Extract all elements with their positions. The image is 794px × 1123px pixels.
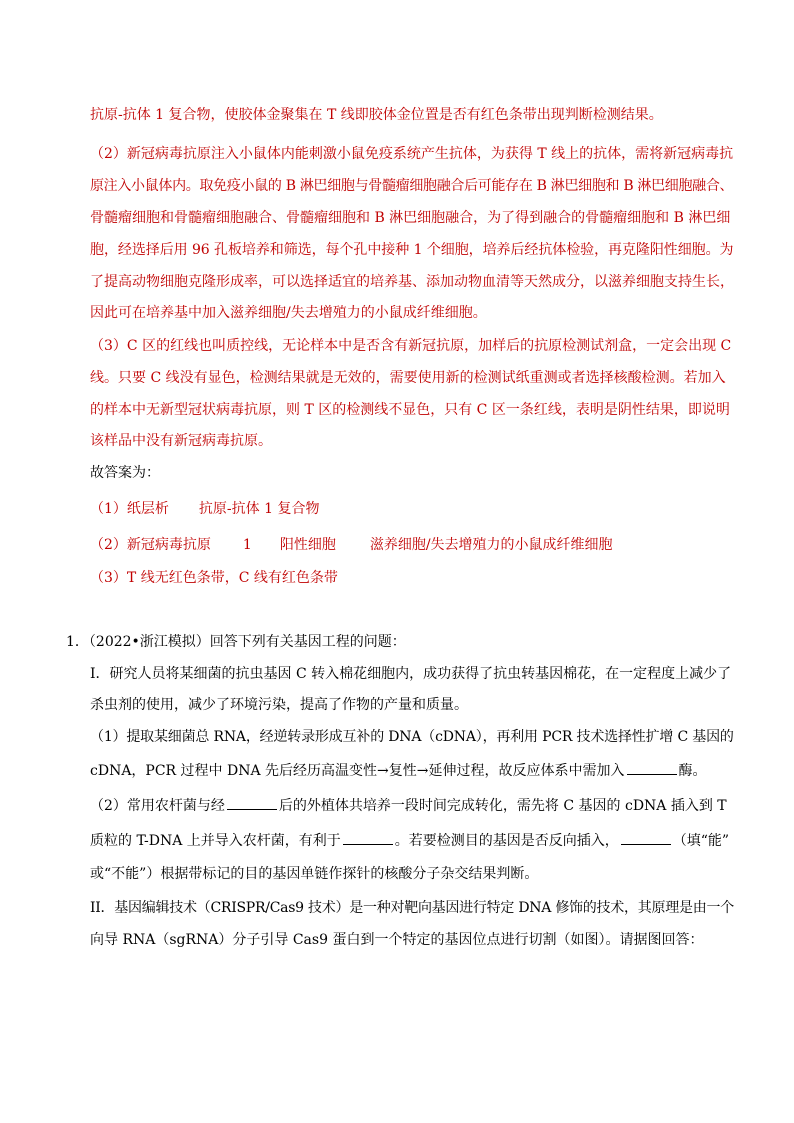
part2-line-2: 向导 RNA（sgRNA）分子引导 Cas9 蛋白到一个特定的基因位点进行切割（如图）。请据图回答： xyxy=(90,932,704,948)
q2-line-2 xyxy=(90,830,729,851)
q1-line-2-b: 酶。 xyxy=(678,763,707,779)
q2-line-1 xyxy=(90,795,727,816)
question-source: （2022•浙江模拟）回答下列有关基因工程的问题： xyxy=(88,634,406,650)
explanation-line-1: 抗原-抗体 1 复合物，使胶体金聚集在 T 线即胶体金位置是否有红色条带出现判断检测结果。 xyxy=(90,107,663,123)
blank-3[interactable] xyxy=(343,830,393,845)
part1-line-1: I．研究人员将某细菌的抗虫基因 C 转入棉花细胞内，成功获得了抗虫转基因棉花，在一定程度上减少了 xyxy=(90,666,732,682)
answer-2-a: （2）新冠病毒抗原 xyxy=(90,537,211,553)
blank-2[interactable] xyxy=(227,795,277,810)
explanation-line-9: 线。只要 C 线没有显色，检测结果就是无效的，需要使用新的检测试纸重测或者选择核酸检测。若加入 xyxy=(90,370,726,386)
q1-line-1: （1）提取某细菌总 RNA，经逆转录形成互补的 DNA（cDNA），再利用 PCR 技术选择性扩增 C 基因的 xyxy=(90,729,734,745)
explanation-line-7: 因此可在培养基中加入滋养细胞/失去增殖力的小鼠成纤维细胞。 xyxy=(90,305,487,321)
answer-2 xyxy=(90,535,613,555)
q2-line-1-a: （2）常用农杆菌与经 xyxy=(90,798,225,814)
answer-2-b: 1 xyxy=(242,537,252,553)
explanation-line-10: 的样本中无新型冠状病毒抗原，则 T 区的检测线不显色，只有 C 区一条红线，表明是阴性结果，即说明 xyxy=(90,402,730,418)
blank-4[interactable] xyxy=(621,830,671,845)
explanation-line-11: 该样品中没有新冠病毒抗原。 xyxy=(90,433,272,449)
q1-line-2-a: cDNA，PCR 过程中 DNA 先后经历高温变性→复性→延伸过程，故反应体系中需加入 xyxy=(90,763,625,779)
answer-2-c: 阳性细胞 xyxy=(279,537,336,553)
explanation-line-8: （3）C 区的红线也叫质控线，无论样本中是否含有新冠抗原，加样后的抗原检测试剂盒，一定会出现 C xyxy=(90,338,732,354)
explanation-line-4: 骨髓瘤细胞和骨髓瘤细胞融合、骨髓瘤细胞和 B 淋巴细胞融合，为了得到融合的骨髓瘤细胞和 B 淋巴细 xyxy=(90,210,731,226)
explanation-line-2: （2）新冠病毒抗原注入小鼠体内能刺激小鼠免疫系统产生抗体，为获得 T 线上的抗体，需将新冠病毒抗 xyxy=(90,146,734,162)
q2-line-3: 或“不能”）根据带标记的目的基因单链作探针的核酸分子杂交结果判断。 xyxy=(90,866,539,882)
blank-1[interactable] xyxy=(627,760,677,775)
q2-line-2-a: 质粒的 T-DNA 上并导入农杆菌，有利于 xyxy=(90,833,341,849)
q2-line-2-c: （填“能” xyxy=(672,833,730,849)
answer-3: （3）T 线无红色条带，C 线有红色条带 xyxy=(90,570,338,586)
part2-line-1: II．基因编辑技术（CRISPR/Cas9 技术）是一种对靶向基因进行特定 DNA 修饰的技术，其原理是由一个 xyxy=(90,900,734,916)
answer-label: 故答案为： xyxy=(90,465,160,481)
part1-line-2: 杀虫剂的使用，减少了环境污染，提高了作物的产量和质量。 xyxy=(90,697,468,713)
answer-2-d: 滋养细胞/失去增殖力的小鼠成纤维细胞 xyxy=(369,537,613,553)
answer-1-a: （1）纸层析 xyxy=(90,501,169,517)
question-header xyxy=(66,632,406,652)
explanation-line-3: 原注入小鼠体内。取免疫小鼠的 B 淋巴细胞与骨髓瘤细胞融合后可能存在 B 淋巴细胞和 B 淋巴细胞融合、 xyxy=(90,178,734,194)
answer-1-b: 抗原-抗体 1 复合物 xyxy=(198,501,320,517)
answer-1 xyxy=(90,499,319,519)
q2-line-1-b: 后的外植体共培养一段时间完成转化，需先将 C 基因的 cDNA 插入到 T xyxy=(278,798,727,814)
question-number: 1． xyxy=(66,634,89,650)
explanation-line-5: 胞，经选择后用 96 孔板培养和筛选，每个孔中接种 1 个细胞，培养后经抗体检验，再克隆阳性细胞。为 xyxy=(90,242,734,258)
q2-line-2-b: 。若要检测目的基因是否反向插入， xyxy=(394,833,619,849)
q1-line-2 xyxy=(90,760,707,781)
explanation-line-6: 了提高动物细胞克隆形成率，可以选择适宜的培养基、添加动物血清等天然成分，以滋养细胞支持生长， xyxy=(90,274,734,290)
